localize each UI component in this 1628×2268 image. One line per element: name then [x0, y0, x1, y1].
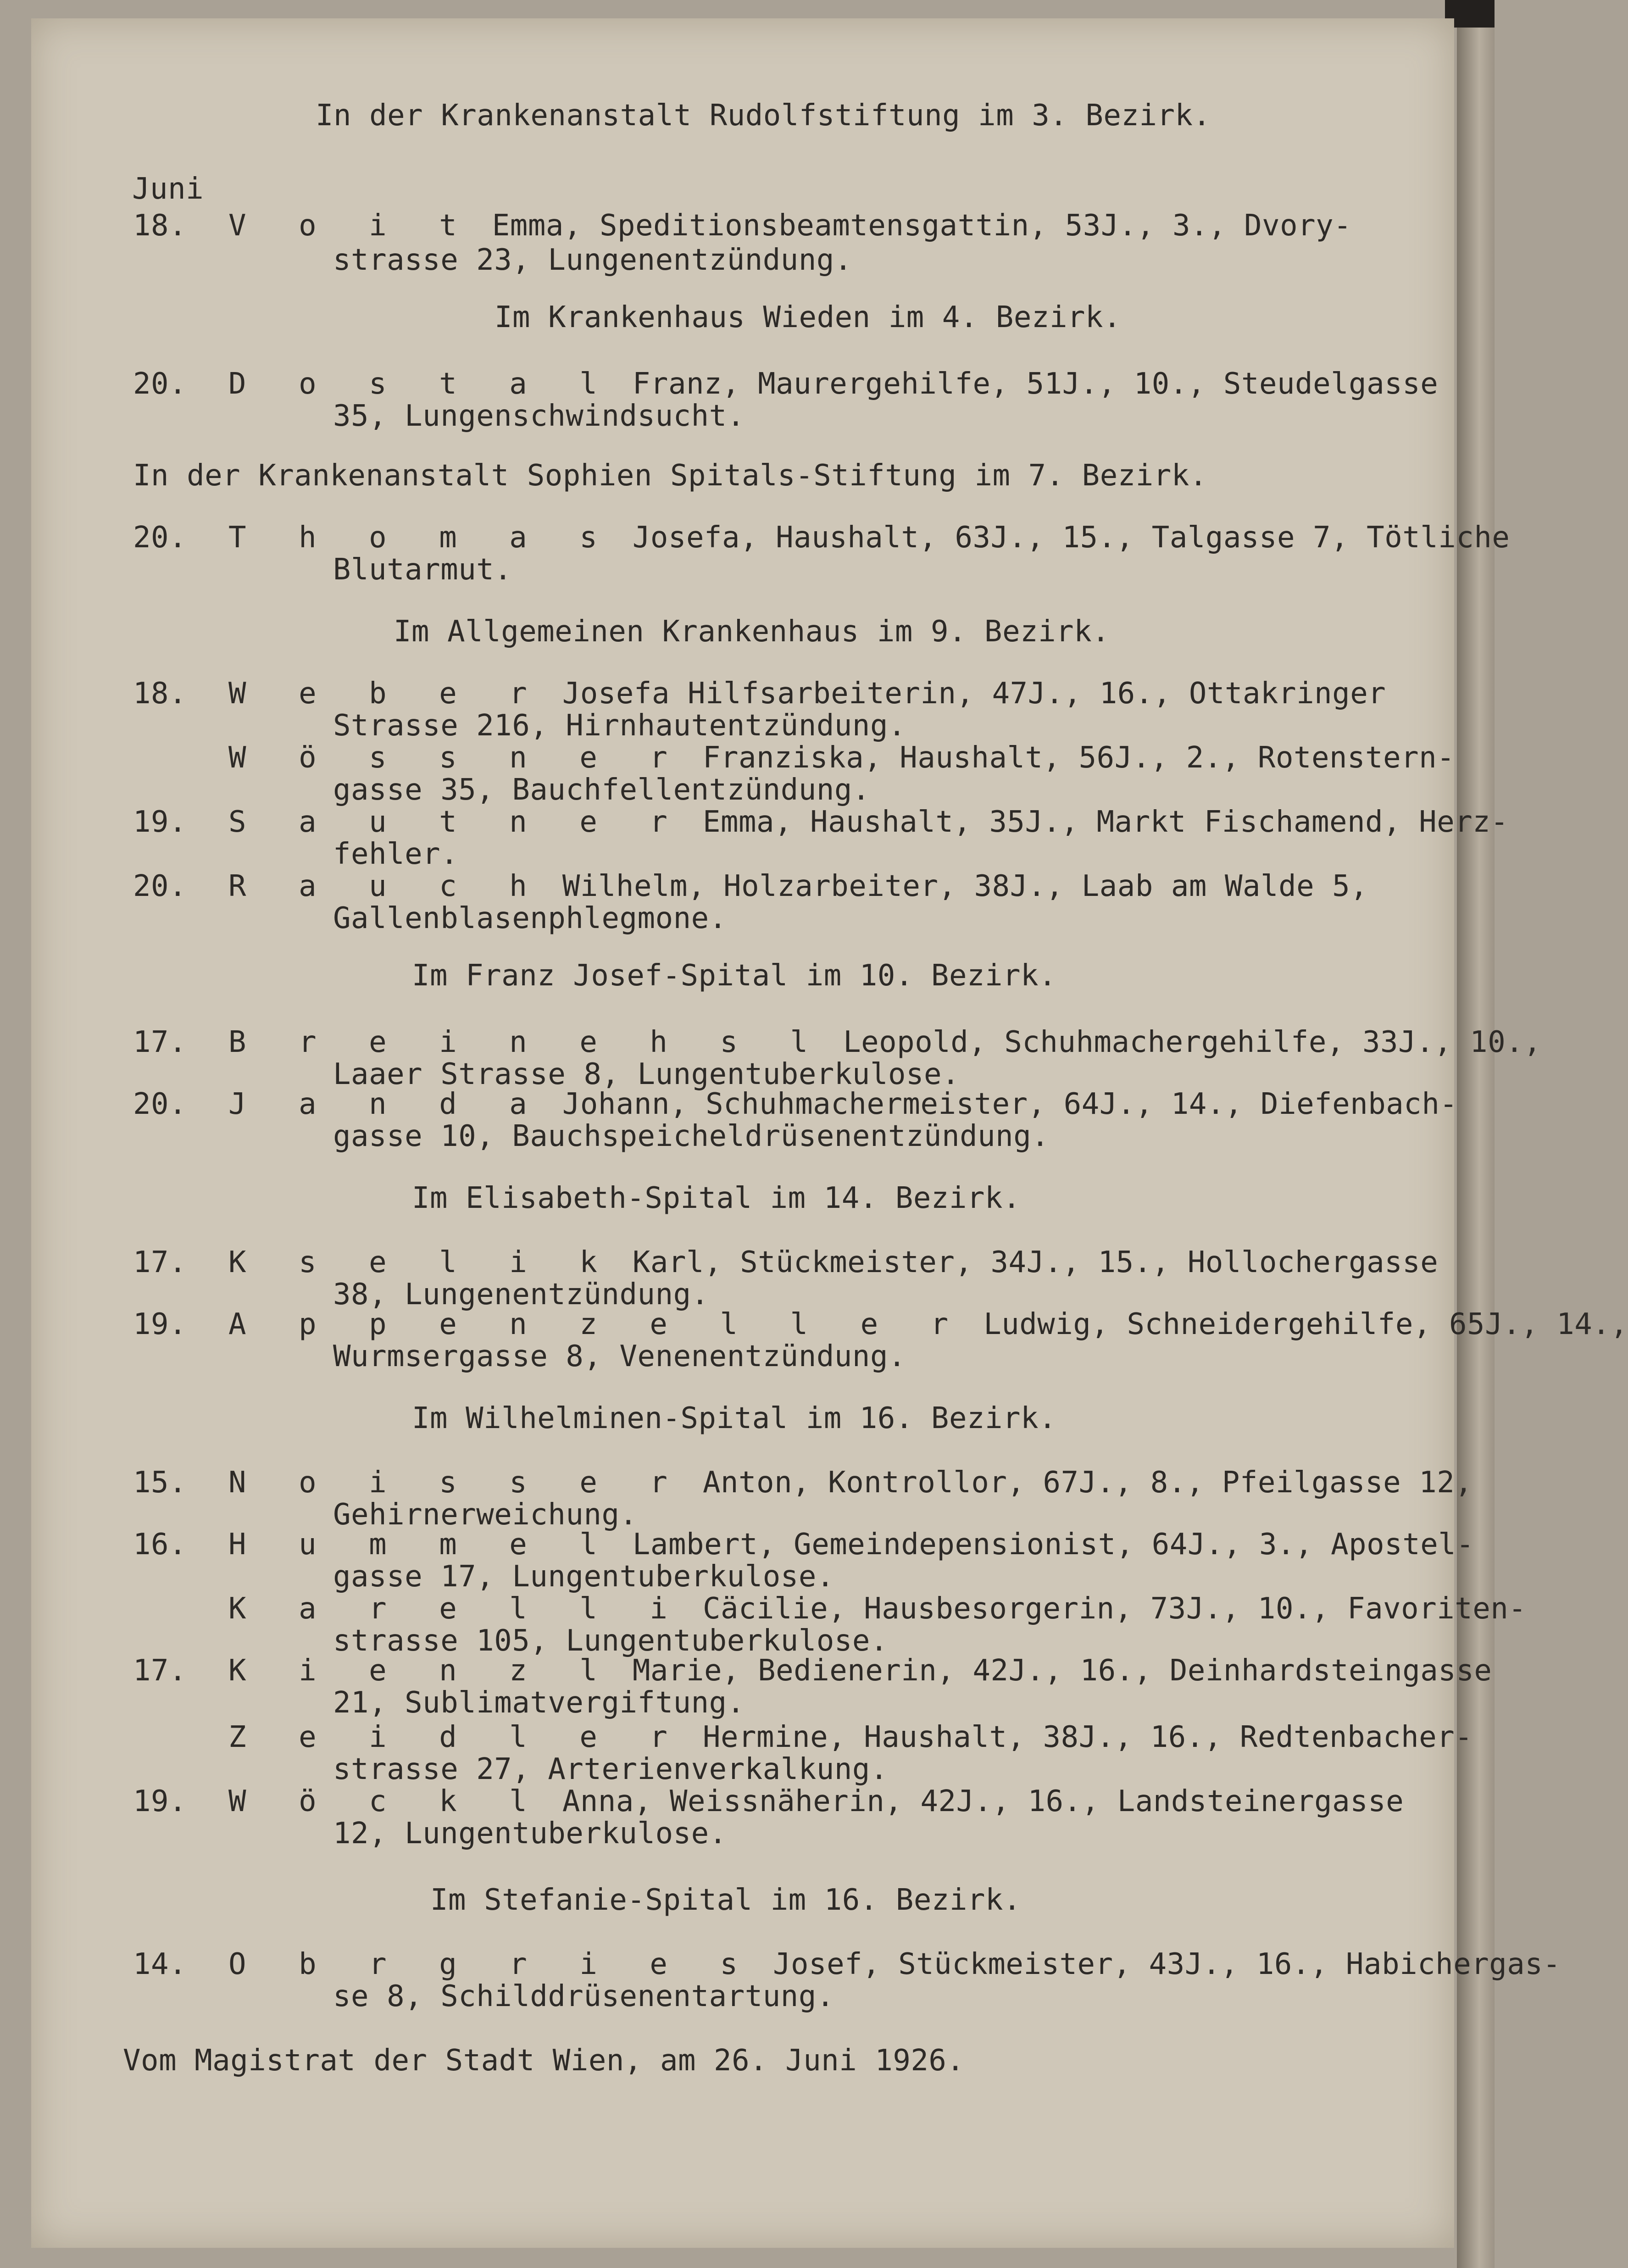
entry-name: D o s t a l	[228, 367, 615, 401]
entry-text-line2: strasse 27, Arterienverkalkung.	[333, 1752, 888, 1786]
entry-name: J a n d a	[228, 1087, 545, 1121]
entry-text-line1: Franziska, Haushalt, 56J., 2., Rotenstern-	[684, 741, 1455, 775]
section-heading: Im Krankenhaus Wieden im 4. Bezirk.	[495, 300, 1122, 334]
entry-name: K s e l i k	[228, 1245, 615, 1279]
entry-text-line2: se 8, Schilddrüsenentartung.	[333, 1979, 834, 2013]
entry-text-line1: Emma, Haushalt, 35J., Markt Fischamend, Herz-	[684, 805, 1509, 839]
entry-text-line1: Ludwig, Schneidergehilfe, 65J., 14.,	[966, 1307, 1628, 1341]
entry-day: 20.	[133, 1087, 187, 1121]
entry-text-line2: Strasse 216, Hirnhautentzündung.	[333, 709, 906, 743]
entry-name: H u m m e l	[228, 1528, 615, 1562]
entry-day: 20.	[133, 367, 187, 401]
section-heading: Im Wilhelminen-Spital im 16. Bezirk.	[412, 1401, 1057, 1435]
entry-text-line2: strasse 23, Lungenentzündung.	[333, 243, 852, 277]
entry-name: A p p e n z e l l e r	[228, 1307, 966, 1341]
entry-name: T h o m a s	[228, 521, 615, 555]
entry-day: 20.	[133, 521, 187, 555]
entry-text-line2: 12, Lungentuberkulose.	[333, 1817, 727, 1851]
entry-day: 16.	[133, 1528, 187, 1562]
entry-text-line2: Gallenblasenphlegmone.	[333, 901, 727, 935]
page-header: In der Krankenanstalt Rudolfstiftung im 3. Bezirk.	[316, 99, 1211, 133]
book-spine	[1457, 0, 1495, 2268]
entry-text-line2: Wurmsergasse 8, Venenentzündung.	[333, 1340, 906, 1373]
entry-name: W ö c k l	[228, 1784, 545, 1818]
entry-name: K a r e l l i	[228, 1592, 685, 1626]
entry-text-line2: gasse 10, Bauchspeicheldrüsenentzündung.	[333, 1119, 1050, 1153]
section-heading: Im Stefanie-Spital im 16. Bezirk.	[430, 1883, 1022, 1917]
entry-name: W ö s s n e r	[228, 741, 685, 775]
entry-name: R a u c h	[228, 869, 545, 903]
entry-name: V o i t	[228, 209, 474, 243]
entry-day: 19.	[133, 1307, 187, 1341]
entry-name: S a u t n e r	[228, 805, 685, 839]
entry-text-line1: Johann, Schuhmachermeister, 64J., 14., Diefenbach-	[544, 1087, 1458, 1121]
entry-text-line2: strasse 105, Lungentuberkulose.	[333, 1624, 888, 1658]
month-label: Juni	[132, 172, 204, 206]
entry-text-line2: 38, Lungenentzündung.	[333, 1278, 709, 1312]
entry-text-line2: Blutarmut.	[333, 553, 512, 587]
section-heading: Im Elisabeth-Spital im 14. Bezirk.	[412, 1181, 1021, 1215]
entry-text-line1: Josefa Hilfsarbeiterin, 47J., 16., Ottakringer	[544, 677, 1386, 711]
entry-name: Z e i d l e r	[228, 1720, 685, 1754]
entry-text-line1: Lambert, Gemeindepensionist, 64J., 3., Apostel-	[614, 1528, 1474, 1562]
entry-text-line2: 21, Sublimatvergiftung.	[333, 1686, 745, 1720]
entry-text-line1: Josef, Stückmeister, 43J., 16., Habichergas-	[755, 1947, 1561, 1981]
entry-day: 18.	[133, 677, 187, 711]
entry-day: 18.	[133, 209, 187, 243]
entry-day: 15.	[133, 1466, 187, 1500]
entry-text-line1: Karl, Stückmeister, 34J., 15., Hollochergasse	[614, 1245, 1439, 1279]
entry-name: O b r g r i e s	[228, 1947, 755, 1981]
entry-text-line2: fehler.	[333, 837, 459, 871]
entry-text-line1: Marie, Bedienerin, 42J., 16., Deinhardsteingasse	[614, 1654, 1492, 1688]
section-heading: Im Allgemeinen Krankenhaus im 9. Bezirk.	[394, 615, 1110, 649]
entry-day: 17.	[133, 1654, 187, 1688]
entry-day: 20.	[133, 869, 187, 903]
section-heading: Im Franz Josef-Spital im 10. Bezirk.	[412, 959, 1057, 993]
entry-name: K i e n z l	[228, 1654, 615, 1688]
entry-name: N o i s s e r	[228, 1466, 685, 1500]
entry-day: 14.	[133, 1947, 187, 1981]
entry-text-line1: Anna, Weissnäherin, 42J., 16., Landsteinergasse	[544, 1784, 1404, 1818]
document-page	[31, 18, 1628, 2248]
entry-text-line1: Josefa, Haushalt, 63J., 15., Talgasse 7, Tötliche	[614, 521, 1510, 555]
entry-day: 17.	[133, 1245, 187, 1279]
entry-text-line2: 35, Lungenschwindsucht.	[333, 399, 745, 433]
entry-text-line1: Emma, Speditionsbeamtensgattin, 53J., 3., Dvory-	[474, 209, 1352, 243]
entry-text-line1: Leopold, Schuhmachergehilfe, 33J., 10.,	[825, 1025, 1542, 1059]
section-heading: In der Krankenanstalt Sophien Spitals-Stiftung im 7. Bezirk.	[133, 459, 1207, 493]
entry-text-line1: Wilhelm, Holzarbeiter, 38J., Laab am Walde 5,	[544, 869, 1368, 903]
page-footer: Vom Magistrat der Stadt Wien, am 26. Juni 1926.	[123, 2044, 965, 2078]
entry-text-line2: gasse 17, Lungentuberkulose.	[333, 1560, 834, 1594]
entry-text-line1: Franz, Maurergehilfe, 51J., 10., Steudelgasse	[614, 367, 1439, 401]
entry-text-line2: Laaer Strasse 8, Lungentuberkulose.	[333, 1057, 960, 1091]
entry-day: 17.	[133, 1025, 187, 1059]
entry-text-line1: Cäcilie, Hausbesorgerin, 73J., 10., Favoriten-	[684, 1592, 1527, 1626]
entry-name: B r e i n e h s l	[228, 1025, 826, 1059]
entry-text-line1: Anton, Kontrollor, 67J., 8., Pfeilgasse 12,	[684, 1466, 1473, 1500]
entry-text-line2: gasse 35, Bauchfellentzündung.	[333, 773, 870, 807]
entry-day: 19.	[133, 1784, 187, 1818]
entry-text-line1: Hermine, Haushalt, 38J., 16., Redtenbacher-	[684, 1720, 1473, 1754]
entry-text-line2: Gehirnerweichung.	[333, 1498, 638, 1532]
entry-name: W e b e r	[228, 677, 545, 711]
entry-day: 19.	[133, 805, 187, 839]
